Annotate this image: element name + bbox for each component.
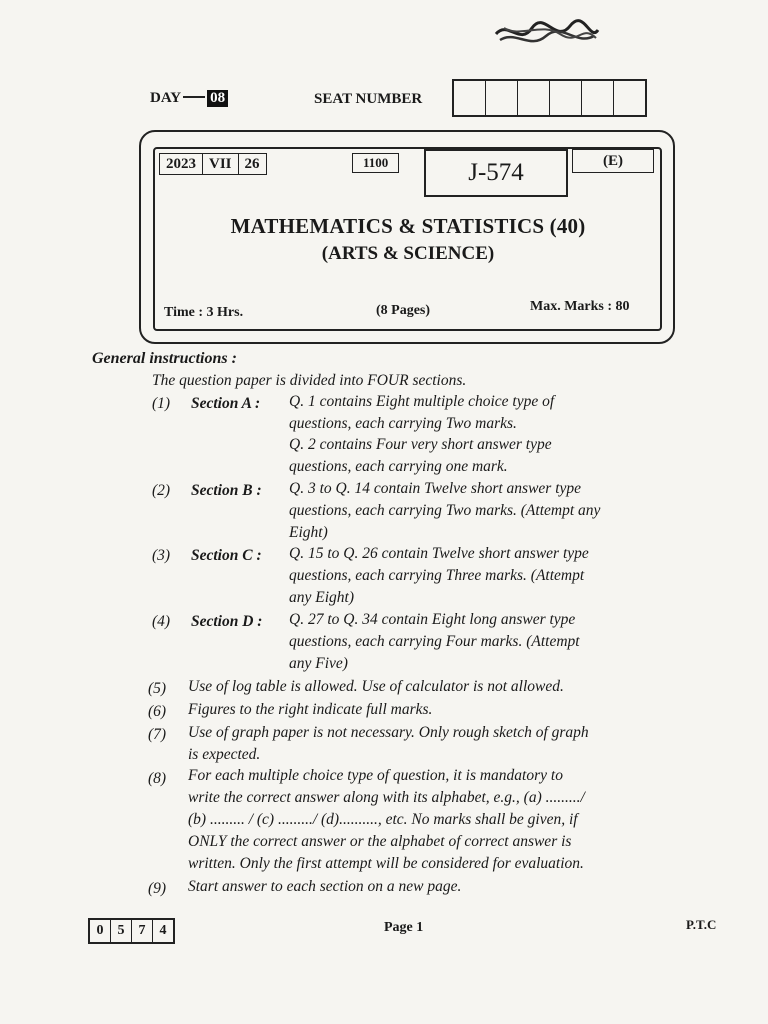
seat-number-boxes bbox=[452, 79, 647, 117]
instruction-line: Use of log table is allowed. Use of calculator is not allowed. bbox=[188, 678, 564, 695]
instruction-line: Q. 15 to Q. 26 contain Twelve short answer type bbox=[289, 545, 589, 562]
stream-title: (ARTS & SCIENCE) bbox=[321, 243, 495, 264]
section-label: Section A : bbox=[191, 395, 261, 412]
day-indicator bbox=[150, 90, 228, 107]
please-turn-over: P.T.C bbox=[686, 917, 717, 932]
exam-date-box bbox=[159, 153, 267, 175]
seat-box bbox=[550, 81, 582, 115]
instruction-line: ONLY the correct answer or the alphabet of correct answer is bbox=[188, 833, 572, 850]
exam-code: 1100 bbox=[352, 153, 399, 173]
instruction-line: Eight) bbox=[289, 524, 328, 541]
page-count: (8 Pages) bbox=[376, 303, 431, 318]
instruction-line: Q. 1 contains Eight multiple choice type of bbox=[289, 393, 555, 410]
max-marks: Max. Marks : 80 bbox=[530, 299, 630, 314]
instructions-title: General instructions : bbox=[92, 350, 237, 367]
instruction-line: any Five) bbox=[289, 655, 348, 672]
instruction-line: write the correct answer along with its alphabet, e.g., (a) ........./ bbox=[188, 789, 585, 806]
subject-title: MATHEMATICS & STATISTICS (40) bbox=[230, 214, 586, 238]
day-label: DAY bbox=[150, 90, 182, 106]
code-digit: 7 bbox=[132, 920, 153, 942]
item-number: (8) bbox=[148, 770, 167, 787]
instruction-line: questions, each carrying Two marks. bbox=[289, 415, 517, 432]
day-dash bbox=[183, 96, 205, 98]
seat-box bbox=[582, 81, 614, 115]
item-number: (6) bbox=[148, 703, 167, 720]
code-digit: 0 bbox=[90, 920, 111, 942]
instruction-line: Figures to the right indicate full marks. bbox=[188, 701, 433, 718]
paper-code: J-574 bbox=[424, 149, 568, 197]
section-label: Section D : bbox=[191, 613, 263, 630]
item-number: (2) bbox=[152, 482, 171, 499]
page-number: Page 1 bbox=[384, 920, 424, 935]
instruction-line: Start answer to each section on a new page. bbox=[188, 878, 462, 895]
seat-box bbox=[614, 81, 645, 115]
seat-box bbox=[486, 81, 518, 115]
item-number: (4) bbox=[152, 613, 171, 630]
code-digit: 5 bbox=[111, 920, 132, 942]
instruction-line: Q. 2 contains Four very short answer type bbox=[289, 436, 552, 453]
section-label: Section B : bbox=[191, 482, 262, 499]
item-number: (9) bbox=[148, 880, 167, 897]
instruction-line: Use of graph paper is not necessary. Only rough sketch of graph bbox=[188, 724, 589, 741]
medium-label: (E) bbox=[572, 149, 654, 173]
instructions-intro: The question paper is divided into FOUR sections. bbox=[152, 372, 467, 389]
item-number: (1) bbox=[152, 395, 171, 412]
handwritten-scribble bbox=[490, 16, 602, 56]
instruction-line: is expected. bbox=[188, 746, 261, 763]
section-label: Section C : bbox=[191, 547, 262, 564]
instruction-line: For each multiple choice type of question, it is mandatory to bbox=[188, 767, 563, 784]
seat-box bbox=[454, 81, 486, 115]
item-number: (7) bbox=[148, 726, 167, 743]
instruction-line: any Eight) bbox=[289, 589, 354, 606]
item-number: (5) bbox=[148, 680, 167, 697]
instruction-line: questions, each carrying Four marks. (Attempt bbox=[289, 633, 580, 650]
time-allowed: Time : 3 Hrs. bbox=[164, 305, 244, 320]
instruction-line: questions, each carrying one mark. bbox=[289, 458, 508, 475]
instruction-line: (b) ......... / (c) ........./ (d).........., etc. No marks shall be given, if bbox=[188, 811, 578, 828]
instruction-line: Q. 27 to Q. 34 contain Eight long answer type bbox=[289, 611, 576, 628]
date-day: 26 bbox=[244, 156, 260, 172]
date-year: 2023 bbox=[160, 154, 203, 174]
instruction-line: written. Only the first attempt will be considered for evaluation. bbox=[188, 855, 584, 872]
date-month: VII bbox=[203, 154, 239, 174]
instruction-line: Q. 3 to Q. 14 contain Twelve short answer type bbox=[289, 480, 582, 497]
paper-code-digits bbox=[88, 918, 175, 944]
instruction-line: questions, each carrying Two marks. (Attempt any bbox=[289, 502, 601, 519]
item-number: (3) bbox=[152, 547, 171, 564]
day-number: 08 bbox=[207, 90, 228, 107]
instruction-line: questions, each carrying Three marks. (Attempt bbox=[289, 567, 585, 584]
seat-number-label: SEAT NUMBER bbox=[314, 91, 423, 107]
code-digit: 4 bbox=[159, 923, 167, 938]
seat-box bbox=[518, 81, 550, 115]
